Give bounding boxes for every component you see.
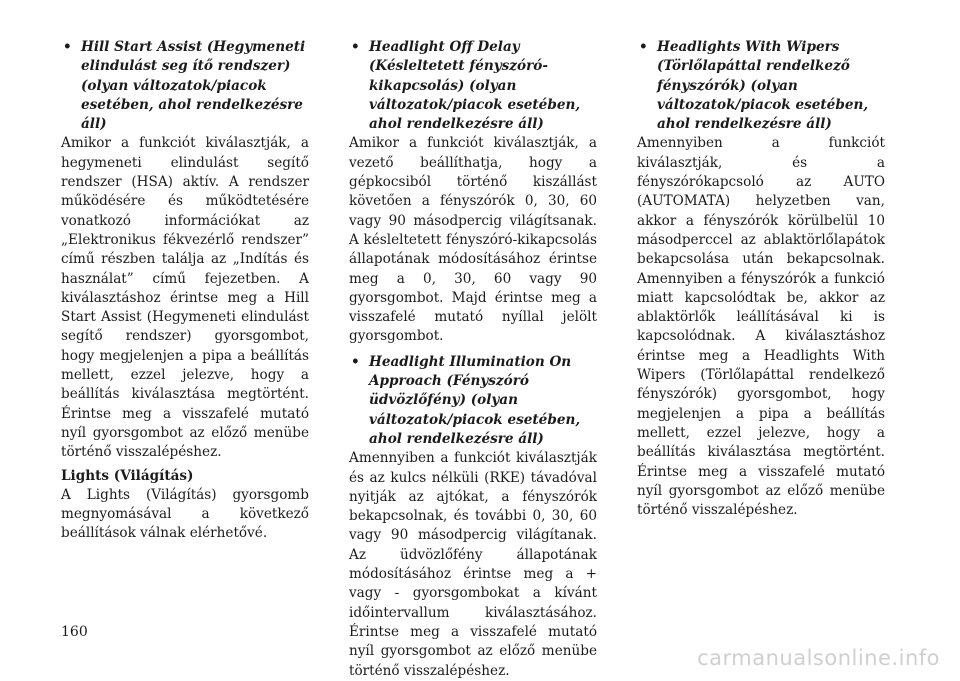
bullet-icon: • xyxy=(351,39,360,55)
bullet-icon: • xyxy=(351,353,360,370)
column-3 xyxy=(637,38,885,520)
column-1 xyxy=(61,38,309,544)
bullet-heading-headlights-with-wipers xyxy=(637,38,885,134)
watermark: carmanualsonline.info xyxy=(697,646,940,670)
bullet-title: Headlight Illumination On Approach (Fényszóró üdvözlőfény) (olyan változatok/piacok esetében, ahol rendelkezésre áll) xyxy=(369,353,581,447)
paragraph-headlight-off-delay: Amikor a funkciót kiválasztják, a vezető beállíthatja, hogy a gépkocsiból történő kiszállást követően a fényszórók 0, 30, 60 vagy 90 másodpercig világítsanak. A késleltetett fényszóró-kikapcsolás állapotának módosításához érintse meg a 0, 30, 60 vagy 90 gyorsgombot. Majd érintse meg a visszafelé mutató nyíllal jelölt gyorsgombot. xyxy=(349,135,597,345)
bullet-heading-hill-start-assist xyxy=(61,38,309,134)
column-2 xyxy=(349,38,597,681)
bullet-heading-illumination-on-approach xyxy=(349,353,597,449)
paragraph-headlights-with-wipers: Amennyiben a funkciót kiválasztják, és a fényszórókapcsoló az AUTO (AUTOMATA) helyzetben van, akkor a fényszórók körülbelül 10 másodperccel az ablaktörlőlapátok bekapcsolása után bekapcsolnak. Amennyiben a fényszórók a funkció miatt kapcsolódtak be, akkor az ablaktörlők leállításával ki is kapcsolódnak. A kiválasztáshoz érintse meg a Headlights With Wipers (Törlőlapáttal rendelkező fényszórók) gyorsgombot, hogy megjelenjen a pipa a beállítás mellett, ezzel jelezve, hogy a beállítás kiválasztása megtörtént. Érintse meg a visszafelé mutató nyíl gyorsgombot az előző menübe történő visszalépéshez. xyxy=(637,135,885,519)
paragraph-illumination-on-approach: Amennyiben a funkciót kiválasztják és az kulcs nélküli (RKE) távadóval nyitják az ajtókat, a fényszórók bekapcsolnak, és további 0, 30, 60 vagy 90 másodpercig világítanak. Az üdvözlőfény állapotának módosításához érintse meg a + vagy - gyorsgombokat a kívánt időintervallum kiválasztásához. Érintse meg a visszafelé mutató nyíl gyorsgombot az előző menübe történő visszalépéshez. xyxy=(349,450,597,679)
bullet-title: Headlight Off Delay (Késleltetett fényszóró-kikapcsolás) (olyan változatok/piacok esetében, ahol rendelkezésre áll) xyxy=(369,39,581,133)
bullet-icon: • xyxy=(639,39,648,55)
section-heading-lights: Lights (Világítás) xyxy=(61,467,194,484)
bullet-heading-headlight-off-delay xyxy=(349,38,597,134)
paragraph-hill-start-assist: Amikor a funkciót kiválasztják, a hegymeneti elindulást segítő rendszer (HSA) aktív. A rendszer működésére és működtetésére vonatkozó információkat az „Elektronikus fékvezérlő rendszer” című részben találja az „Indítás és használat” című fejezetben. A kiválasztáshoz érintse meg a Hill Start Assist (Hegymeneti elindulást segítő rendszer) gyorsgombot, hogy megjelenjen a pipa a beállítás mellett, ezzel jelezve, hogy a beállítás kiválasztása megtörtént. Érintse meg a visszafelé mutató nyíl gyorsgombot az előző menübe történő visszalépéshez. xyxy=(61,135,309,461)
paragraph-lights: A Lights (Világítás) gyorsgomb megnyomásával a következő beállítások válnak elérhetővé. xyxy=(61,486,309,542)
bullet-icon: • xyxy=(63,39,72,55)
bullet-title: Hill Start Assist (Hegymeneti elindulást seg ítő rendszer) (olyan változatok/piacok esetében, ahol rendelkezésre áll) xyxy=(81,39,306,133)
bullet-title: Headlights With Wipers (Törlőlapáttal rendelkező fényszórók) (olyan változatok/piacok esetében, ahol rendelkezésre áll) xyxy=(657,39,869,133)
page-number: 160 xyxy=(61,624,88,640)
